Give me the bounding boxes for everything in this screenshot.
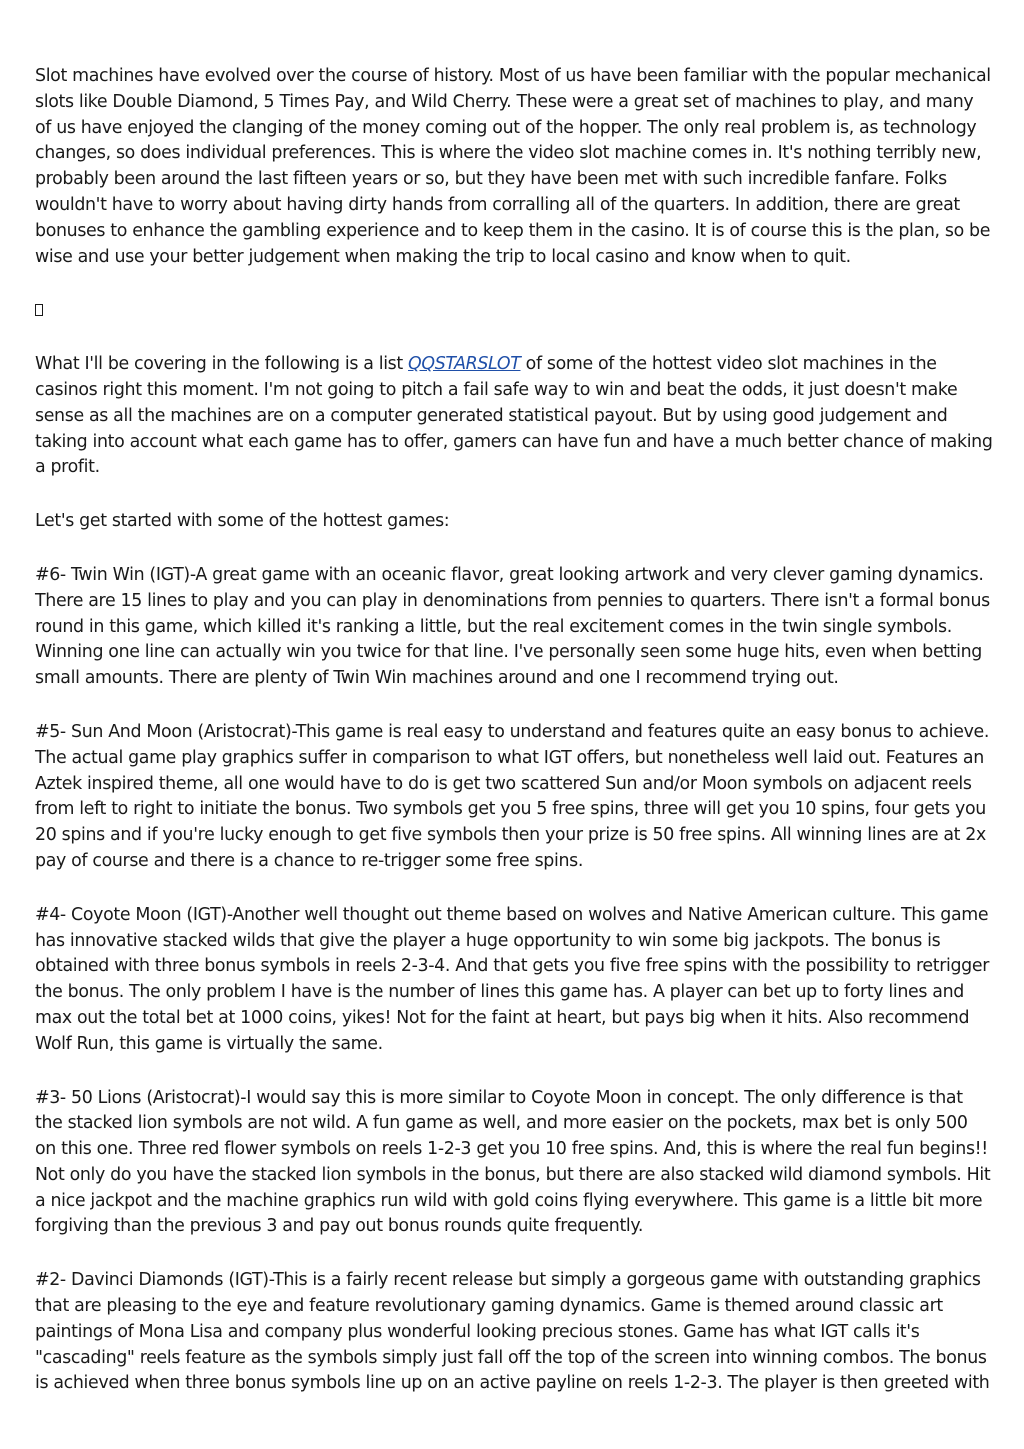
missing-glyph-icon [35, 304, 43, 316]
lead-paragraph: Let's get started with some of the hottest games: [35, 511, 450, 532]
game-paragraph-twin-win: #6- Twin Win (IGT)-A great game with an oceanic flavor, great looking artwork and very clever gaming dynamics. There are 15 lines to play and you can play in denominations from pennies to quarters. There isn't a formal bonus round in this game, which killed it's ranking a little, but the real excitement comes in the twin single symbols. Winning one line can actually win you twice for that line. I've personally seen some huge hits, even when betting small amounts. There are plenty of Twin Win machines around and one I recommend trying out. [35, 564, 990, 689]
game-paragraph-davinci-diamonds: #2- Davinci Diamonds (IGT)-This is a fairly recent release but simply a gorgeous game with outstanding graphics that are pleasing to the eye and feature revolutionary gaming dynamics. Game is themed around classic art paintings of Mona Lisa and company plus wonderful looking precious stones. Game has what IGT calls it's "cascading" reels feature as the symbols simply just fall off the top of the screen into winning combos. The bonus is achieved when three bonus symbols line up on an active payline on reels 1-2-3. The player is then greeted with [35, 1270, 990, 1394]
covering-text-before: What I'll be covering in the following is a list [35, 354, 409, 375]
covering-text-after: of some of the hottest video slot machines in the casinos right this moment. I'm not going to pitch a fail safe way to win and beat the odds, it just doesn't make sense as all the machines are on a computer generated statistical payout. But by using good judgement and taking into account what each game has to offer, gamers can have fun and have a much better chance of making a profit. [35, 354, 993, 478]
covering-paragraph [35, 352, 993, 481]
article-body [35, 64, 993, 1425]
game-paragraph-50-lions: #3- 50 Lions (Aristocrat)-I would say this is more similar to Coyote Moon in concept. The only difference is that the stacked lion symbols are not wild. A fun game as well, and more easier on the pockets, max bet is only 500 on this one. Three red flower symbols on reels 1-2-3 get you 10 free spins. And, this is where the real fun begins!! Not only do you have the stacked lion symbols in the bonus, but there are also stacked wild diamond symbols. Hit a nice jackpot and the machine graphics run wild with gold coins flying everywhere. This game is a little bit more forgiving than the previous 3 and pay out bonus rounds quite frequently. [35, 1087, 991, 1237]
missing-glyph-line [35, 298, 993, 324]
game-paragraph-sun-and-moon: #5- Sun And Moon (Aristocrat)-This game is real easy to understand and features quite an easy bonus to achieve. The actual game play graphics suffer in comparison to what IGT offers, but nonetheless well laid out. Features an Aztek inspired theme, all one would have to do is get two scattered Sun and/or Moon symbols on adjacent reels from left to right to initiate the bonus. Two symbols get you 5 free spins, three will get you 10 spins, four gets you 20 spins and if you're lucky enough to get five symbols then your prize is 50 free spins. All winning lines are at 2x pay of course and there is a chance to re-trigger some free spins. [35, 721, 990, 871]
game-paragraph-coyote-moon: #4- Coyote Moon (IGT)-Another well thought out theme based on wolves and Native American culture. This game has innovative stacked wilds that give the player a huge opportunity to win some big jackpots. The bonus is obtained with three bonus symbols in reels 2-3-4. And that gets you five free spins with the possibility to retrigger the bonus. The only problem I have is the number of lines this game has. A player can bet up to forty lines and max out the total bet at 1000 coins, yikes! Not for the faint at heart, but pays big when it hits. Also recommend Wolf Run, this game is virtually the same. [35, 904, 990, 1054]
intro-paragraph: Slot machines have evolved over the course of history. Most of us have been familiar with the popular mechanical slots like Double Diamond, 5 Times Pay, and Wild Cherry. These were a great set of machines to play, and many of us have enjoyed the clanging of the money coming out of the hopper. The only real problem is, as technology changes, so does individual preferences. This is where the video slot machine comes in. It's nothing terribly new, probably been around the last fifteen years or so, but they have been met with such incredible fanfare. Folks wouldn't have to worry about having dirty hands from corralling all of the quarters. In addition, there are great bonuses to enhance the gambling experience and to keep them in the casino. It is of course this is the plan, so be wise and use your better judgement when making the trip to local casino and know when to quit. [35, 66, 991, 267]
qqstarslot-link[interactable]: QQSTARSLOT [408, 354, 521, 375]
